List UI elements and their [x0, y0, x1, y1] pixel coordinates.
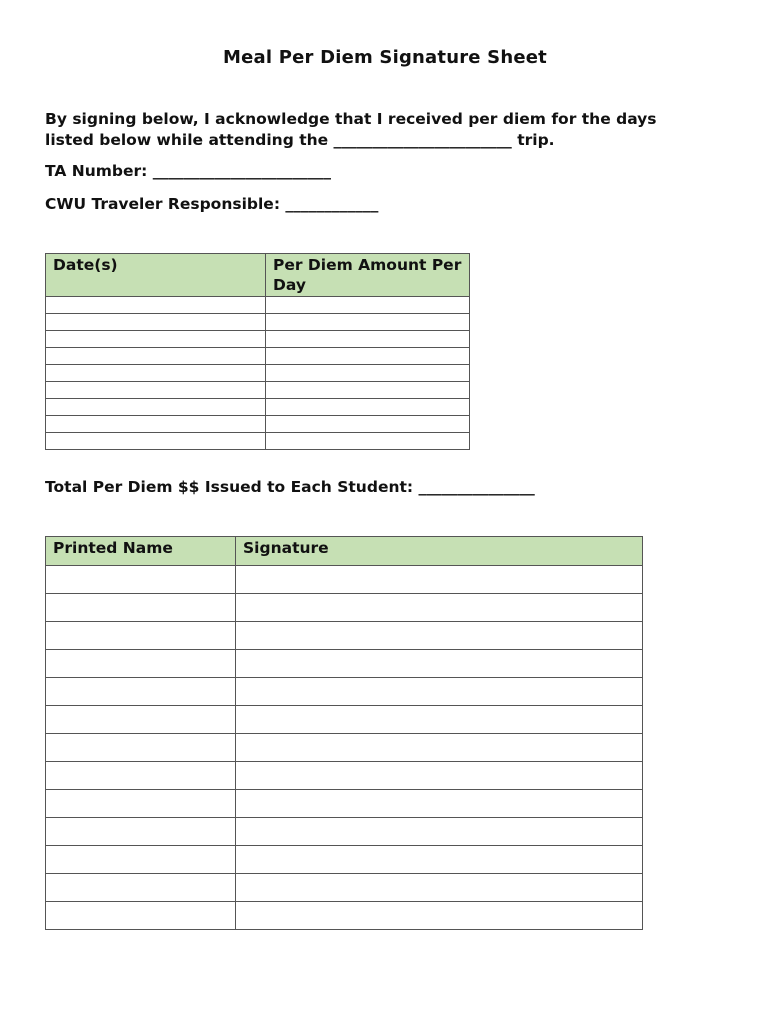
total-per-diem-field: Total Per Diem $$ Issued to Each Student: _______________: [45, 478, 535, 496]
table-row: [46, 348, 470, 365]
table-row: [46, 594, 643, 622]
printed-name-cell[interactable]: [46, 650, 236, 678]
printed-name-cell[interactable]: [46, 818, 236, 846]
acknowledgement-line-1: By signing below, I acknowledge that I received per diem for the days: [45, 110, 657, 128]
printed-name-cell[interactable]: [46, 734, 236, 762]
per-diem-amount-cell[interactable]: [266, 399, 470, 416]
signature-table: [45, 536, 643, 930]
table-row: [46, 818, 643, 846]
per-diem-amount-cell[interactable]: [266, 416, 470, 433]
table-row: [46, 382, 470, 399]
printed-name-cell[interactable]: [46, 594, 236, 622]
signature-cell[interactable]: [236, 594, 643, 622]
date-cell[interactable]: [46, 348, 266, 365]
printed-name-cell[interactable]: [46, 762, 236, 790]
date-cell[interactable]: [46, 382, 266, 399]
table-row: [46, 734, 643, 762]
signature-cell[interactable]: [236, 566, 643, 594]
date-cell[interactable]: [46, 416, 266, 433]
per-diem-amount-cell[interactable]: [266, 331, 470, 348]
printed-name-cell[interactable]: [46, 902, 236, 930]
per-diem-amount-cell[interactable]: [266, 297, 470, 314]
table-row: [46, 846, 643, 874]
date-cell[interactable]: [46, 314, 266, 331]
table-row: [46, 762, 643, 790]
table-row: [46, 650, 643, 678]
table-row: [46, 622, 643, 650]
table-row: [46, 331, 470, 348]
page-title: Meal Per Diem Signature Sheet: [223, 47, 547, 68]
signature-cell[interactable]: [236, 734, 643, 762]
per-diem-amount-cell[interactable]: [266, 382, 470, 399]
table-row: [46, 314, 470, 331]
acknowledgement-text: [45, 109, 725, 151]
date-cell[interactable]: [46, 297, 266, 314]
table-row: [46, 365, 470, 382]
printed-name-cell[interactable]: [46, 622, 236, 650]
date-cell[interactable]: [46, 331, 266, 348]
printed-name-cell[interactable]: [46, 678, 236, 706]
table-row: [46, 874, 643, 902]
per-diem-amount-cell[interactable]: [266, 365, 470, 382]
ta-number-field: TA Number: _______________________: [45, 162, 332, 180]
signature-table-header: [46, 537, 643, 566]
dates-table: [45, 253, 470, 450]
cwu-traveler-field: CWU Traveler Responsible: ____________: [45, 195, 379, 213]
signature-cell[interactable]: [236, 622, 643, 650]
table-row: [46, 678, 643, 706]
acknowledgement-line-2: listed below while attending the _______________________ trip.: [45, 131, 555, 149]
signature-cell[interactable]: [236, 650, 643, 678]
printed-name-cell[interactable]: [46, 566, 236, 594]
table-row: [46, 902, 643, 930]
printed-name-column-header: Printed Name: [46, 537, 236, 566]
per-diem-amount-cell[interactable]: [266, 314, 470, 331]
date-cell[interactable]: [46, 399, 266, 416]
signature-column-header: Signature: [236, 537, 643, 566]
table-row: [46, 297, 470, 314]
signature-cell[interactable]: [236, 762, 643, 790]
per-diem-amount-cell[interactable]: [266, 433, 470, 450]
table-row: [46, 433, 470, 450]
printed-name-cell[interactable]: [46, 874, 236, 902]
table-row: [46, 399, 470, 416]
printed-name-cell[interactable]: [46, 790, 236, 818]
per-diem-amount-column-header: Per Diem Amount Per Day: [266, 254, 470, 297]
table-row: [46, 416, 470, 433]
printed-name-cell[interactable]: [46, 846, 236, 874]
date-cell[interactable]: [46, 365, 266, 382]
signature-cell[interactable]: [236, 790, 643, 818]
dates-column-header: Date(s): [46, 254, 266, 297]
table-row: [46, 566, 643, 594]
printed-name-cell[interactable]: [46, 706, 236, 734]
dates-table-header: [46, 254, 470, 297]
signature-cell[interactable]: [236, 818, 643, 846]
per-diem-amount-cell[interactable]: [266, 348, 470, 365]
date-cell[interactable]: [46, 433, 266, 450]
signature-cell[interactable]: [236, 706, 643, 734]
signature-cell[interactable]: [236, 678, 643, 706]
signature-cell[interactable]: [236, 902, 643, 930]
signature-cell[interactable]: [236, 874, 643, 902]
signature-cell[interactable]: [236, 846, 643, 874]
table-row: [46, 790, 643, 818]
table-row: [46, 706, 643, 734]
